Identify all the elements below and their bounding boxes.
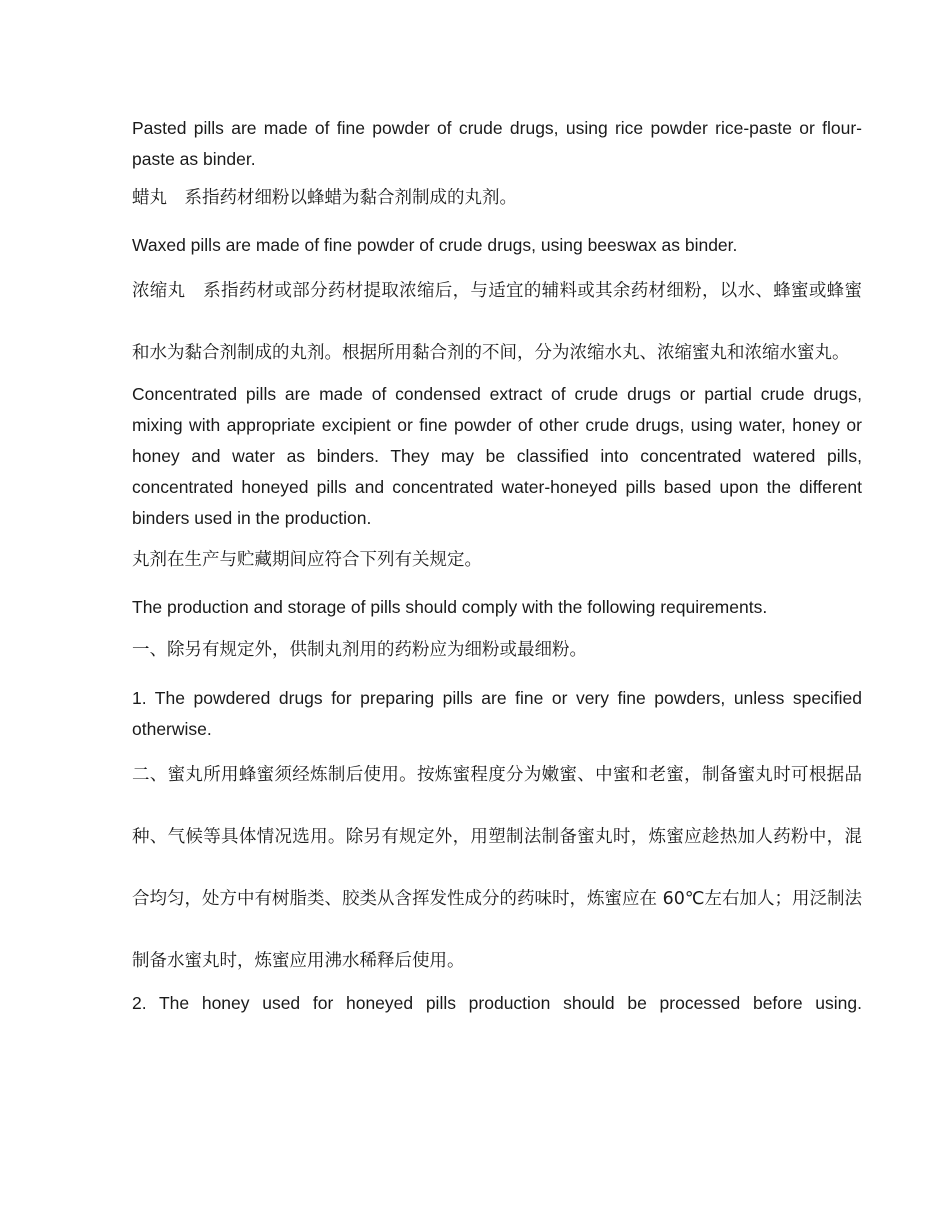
paragraph-waxed-pills-en: Waxed pills are made of fine powder of crude drugs, using beeswax as binder. [132, 235, 738, 255]
paragraph-requirements-zh: 丸剂在生产与贮藏期间应符合下列有关规定。 [132, 550, 482, 570]
paragraph-waxed-pills-zh: 蜡丸 系指药材细粉以蜂蜡为黏合剂制成的丸剂。 [132, 188, 517, 208]
document-page [132, 113, 862, 1019]
paragraph-item1-zh: 一、除另有规定外，供制丸剂用的药粉应为细粉或最细粉。 [132, 640, 587, 660]
paragraph-concentrated-pills-en: Concentrated pills are made of condensed extract of crude drugs or partial crude drugs, mixing with appropriate excipient or fine powder of other crude drugs, using water, honey or honey and water as binders. They may be classified into concentrated watered pills, concentrated honeyed pills and concentrated water-honeyed pills based upon the different binders used in the production. [132, 384, 862, 528]
paragraph-item2-en: 2. The honey used for honeyed pills production should be processed before using. [132, 993, 862, 1013]
paragraph-pasted-pills-en: Pasted pills are made of fine powder of crude drugs, using rice powder rice-paste or flour-paste as binder. [132, 118, 862, 169]
paragraph-item1-en: 1. The powdered drugs for preparing pills are fine or very fine powders, unless specified otherwise. [132, 688, 862, 739]
paragraph-concentrated-pills-zh: 浓缩丸 系指药材或部分药材提取浓缩后，与适宜的辅料或其余药材细粉，以水、蜂蜜或蜂蜜和水为黏合剂制成的丸剂。根据所用黏合剂的不间，分为浓缩水丸、浓缩蜜丸和浓缩水蜜丸。 [132, 281, 862, 363]
paragraph-item2-zh: 二、蜜丸所用蜂蜜须经炼制后使用。按炼蜜程度分为嫩蜜、中蜜和老蜜，制备蜜丸时可根据品种、气候等具体情况选用。除另有规定外，用塑制法制备蜜丸时，炼蜜应趁热加人药粉中，混合均匀，处方中有树脂类、胶类从含挥发性成分的药味时，炼蜜应在 60℃左右加人；用泛制法制备水蜜丸时，炼蜜应用沸水稀释后使用。 [132, 765, 862, 971]
paragraph-requirements-en: The production and storage of pills should comply with the following requirements. [132, 597, 768, 617]
